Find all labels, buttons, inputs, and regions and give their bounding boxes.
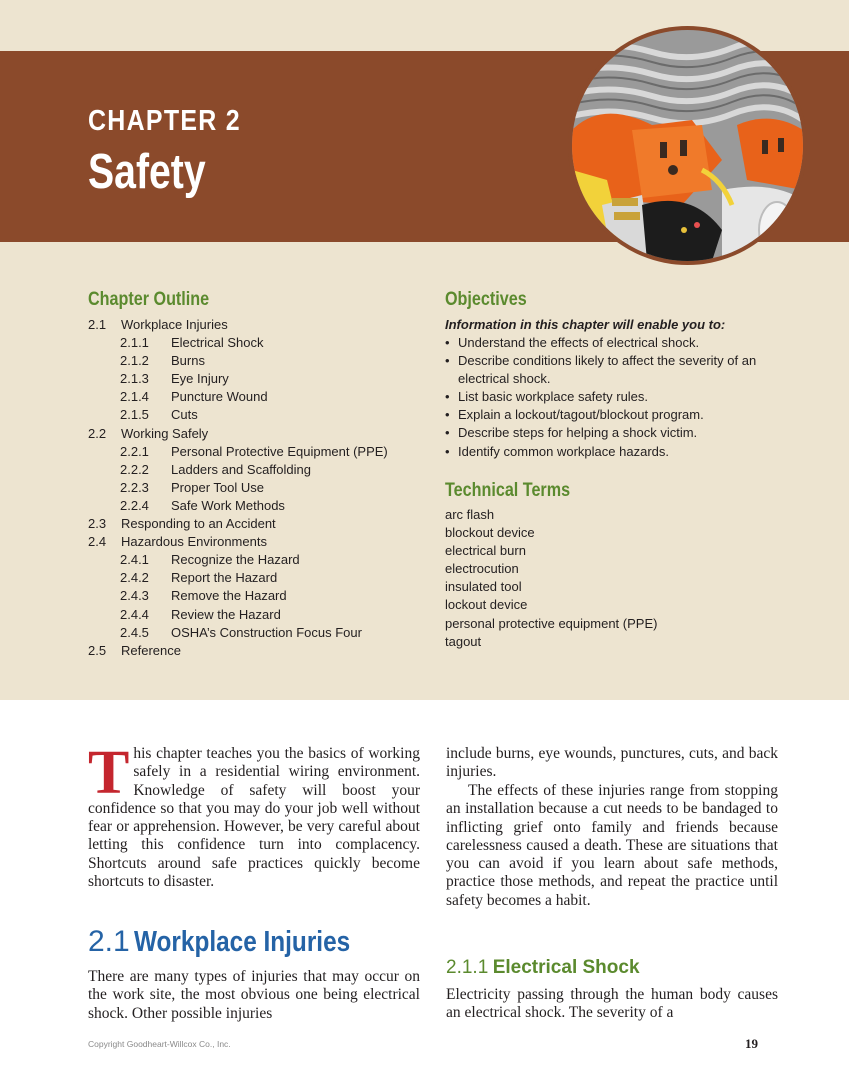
outline-item: 2.4.1 Recognize the Hazard (120, 552, 300, 568)
outline-item: 2.2.2 Ladders and Scaffolding (120, 461, 311, 477)
outline-item: 2.1 Workplace Injuries (88, 317, 228, 332)
technical-term: arc flash (445, 507, 495, 522)
chapter-outline-heading: Chapter Outline (88, 289, 210, 310)
chapter-title: Safety (88, 145, 206, 199)
technical-term: tagout (445, 633, 482, 649)
bullet-icon: • (445, 353, 450, 369)
chapter-outline-list (88, 316, 438, 660)
outline-item: 2.2.4 Safe Work Methods (120, 497, 285, 513)
objectives-heading: Objectives (445, 289, 527, 310)
objectives-list (445, 334, 795, 461)
objectives-intro: Information in this chapter will enable you to: (445, 317, 726, 332)
technical-term: insulated tool (445, 579, 522, 595)
outline-item: 2.1.3 Eye Injury (120, 371, 229, 387)
outline-item: 2.4.5 OSHA’s Construction Focus Four (120, 624, 362, 640)
outline-item: 2.2 Working Safely (88, 425, 209, 441)
outline-item: 2.1.2 Burns (120, 353, 205, 369)
outline-item: 2.1.1 Electrical Shock (120, 335, 264, 351)
drop-cap: T (88, 739, 130, 807)
outline-item: 2.4.3 Remove the Hazard (120, 588, 287, 604)
technical-term: lockout device (445, 597, 528, 613)
electrical-shock-paragraph: Electricity passing through the human body causes an electrical shock. The severity of a (446, 986, 778, 1022)
bullet-icon: • (445, 389, 450, 405)
outline-item: 2.4.2 Report the Hazard (120, 570, 278, 586)
section-title: Workplace Injuries (134, 926, 351, 958)
outline-item: 2.3 Responding to an Accident (88, 516, 276, 532)
effects-paragraph: The effects of these injuries range from stopping an installation because a cut needs to be bandaged to inflicting grief onto family and friends because carelessness caused a death. These are situations that you can avoid if you learn about safe methods, practice those methods, and repeat the practice until safety becomes a habit. (446, 782, 778, 909)
section-number: 2.1.1 (446, 957, 489, 978)
bullet-icon: • (445, 335, 450, 350)
objective-item: • Describe conditions likely to affect the severity of an electrical shock. (445, 353, 757, 387)
outline-item: 2.1.4 Puncture Wound (120, 389, 268, 405)
objective-item: • Describe steps for helping a shock victim. (445, 424, 795, 442)
outline-item: 2.1.5 Cuts (120, 407, 198, 423)
technical-term: blockout device (445, 525, 535, 541)
objective-item: • Understand the effects of electrical shock. (445, 334, 795, 352)
section-2-1-1-heading (446, 957, 640, 979)
objective-item: • List basic workplace safety rules. (445, 388, 795, 406)
outline-item: 2.5 Reference (88, 642, 181, 658)
chapter-label: CHAPTER 2 (88, 105, 241, 137)
technical-terms-heading: Technical Terms (445, 480, 571, 501)
injuries-paragraph-continued: include burns, eye wounds, punctures, cuts, and back injuries. (446, 745, 778, 781)
intro-paragraph (88, 739, 420, 891)
objective-item: • Identify common workplace hazards. (445, 443, 795, 461)
page-number: 19 (745, 1036, 758, 1051)
extension-cords-illustration (572, 30, 803, 261)
bullet-icon: • (445, 407, 450, 423)
copyright-notice: Copyright Goodheart-Willcox Co., Inc. (88, 1039, 231, 1049)
objective-item: • Explain a lockout/tagout/blockout program. (445, 406, 795, 424)
section-number: 2.1 (88, 925, 130, 958)
outline-item: 2.4 Hazardous Environments (88, 534, 267, 550)
bullet-icon: • (445, 443, 450, 459)
intro-text: his chapter teaches you the basics of working safely in a residential wiring environment. Knowledge of safety will boost your confidence so that you may do your job well without fear or apprehension. However, be very careful about letting this confidence turn into complacency. Shortcuts around safe practices quickly become shortcuts to disaster. (88, 745, 420, 891)
outline-item: 2.2.1 Personal Protective Equipment (PPE) (120, 443, 388, 459)
chapter-photo (572, 30, 803, 261)
technical-term: electrocution (445, 561, 519, 577)
technical-terms-list (445, 506, 657, 651)
injuries-paragraph: There are many types of injuries that may occur on the work site, the most obvious one being electrical shock. Other possible injuries (88, 968, 420, 1022)
section-2-1-heading (88, 925, 392, 959)
outline-item: 2.2.3 Proper Tool Use (120, 479, 264, 495)
outline-item: 2.4.4 Review the Hazard (120, 606, 281, 622)
section-title: Electrical Shock (492, 957, 640, 978)
technical-term: electrical burn (445, 543, 526, 559)
bullet-icon: • (445, 425, 450, 441)
technical-term: personal protective equipment (PPE) (445, 615, 658, 631)
